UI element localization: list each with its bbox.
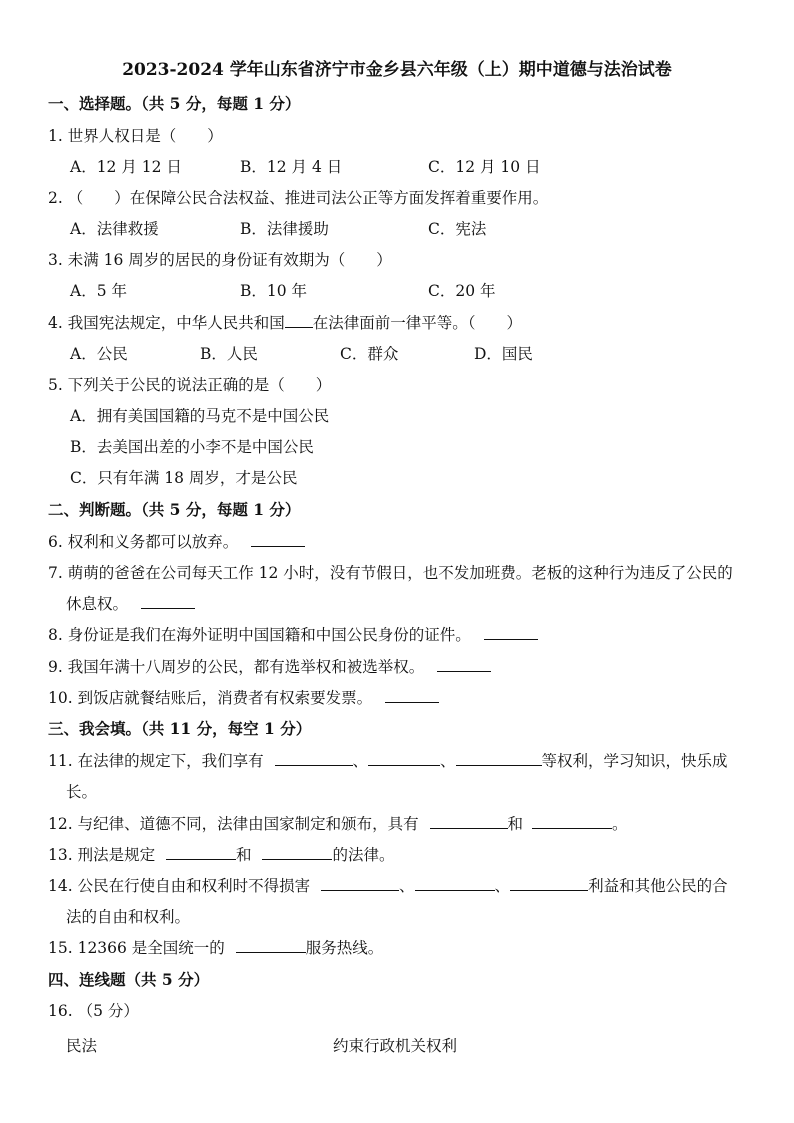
option-a[interactable]: A．拥有美国国籍的马克不是中国公民 <box>70 407 330 425</box>
question-8-text: 8. 身份证是我们在海外证明中国国籍和中国公民身份的证件。 <box>48 626 471 644</box>
section-heading-fill: 三、我会填。（共 11 分，每空 1 分） <box>48 719 312 738</box>
question-4 <box>48 313 522 333</box>
question-16: 16. （5 分） <box>48 1002 139 1020</box>
answer-blank[interactable] <box>430 814 508 829</box>
question-9 <box>48 657 491 677</box>
question-12 <box>48 814 628 834</box>
question-11-line-2: 长。 <box>66 783 98 801</box>
question-7-line-2 <box>66 594 195 614</box>
match-left-item[interactable]: 民法 <box>66 1037 98 1055</box>
option-a[interactable]: A．12 月 12 日 <box>70 158 182 176</box>
option-c[interactable]: C．宪法 <box>428 220 487 238</box>
question-10-text: 10. 到饭店就餐结账后，消费者有权索要发票。 <box>48 689 373 707</box>
question-7-text: 休息权。 <box>66 595 129 613</box>
option-c[interactable]: C．12 月 10 日 <box>428 158 541 176</box>
question-3: 3. 未满 16 周岁的居民的身份证有效期为（ ） <box>48 251 392 269</box>
answer-blank[interactable] <box>437 657 491 672</box>
question-4-text-pre: 4. 我国宪法规定，中华人民共和国 <box>48 314 285 332</box>
separator: 、 <box>440 752 456 770</box>
answer-blank[interactable] <box>532 814 612 829</box>
question-11-text-pre: 11. 在法律的规定下，我们享有 <box>48 752 264 770</box>
option-b[interactable]: B．法律援助 <box>240 220 329 238</box>
question-8 <box>48 625 538 645</box>
option-a[interactable]: A．5 年 <box>70 282 127 300</box>
question-14-text-post: 利益和其他公民的合 <box>588 877 728 895</box>
answer-blank[interactable] <box>510 876 588 891</box>
section-heading-choice: 一、选择题。（共 5 分，每题 1 分） <box>48 94 301 113</box>
conjunction: 和 <box>236 846 252 864</box>
option-c[interactable]: C．群众 <box>340 345 399 363</box>
match-right-item[interactable]: 约束行政机关权利 <box>333 1037 458 1055</box>
question-15-text-post: 服务热线。 <box>305 939 384 957</box>
separator: 、 <box>494 877 511 895</box>
question-5: 5. 下列关于公民的说法正确的是（ ） <box>48 376 332 394</box>
answer-blank[interactable] <box>484 625 538 640</box>
question-1: 1. 世界人权日是（ ） <box>48 127 223 145</box>
option-b[interactable]: B．人民 <box>200 345 258 363</box>
answer-blank[interactable] <box>415 876 495 891</box>
question-15 <box>48 938 383 958</box>
question-13-text-post: 的法律。 <box>332 846 395 864</box>
option-b[interactable]: B．10 年 <box>240 282 308 300</box>
question-14 <box>48 876 728 896</box>
question-14-text-pre: 14. 公民在行使自由和权利时不得损害 <box>48 877 311 895</box>
question-12-text-post: 。 <box>611 815 628 833</box>
separator: 、 <box>352 752 369 770</box>
answer-blank[interactable] <box>236 938 306 953</box>
answer-blank[interactable] <box>166 845 236 860</box>
section-heading-judge: 二、判断题。（共 5 分，每题 1 分） <box>48 500 301 519</box>
answer-blank[interactable] <box>251 532 305 547</box>
question-4-text-post: 在法律面前一律平等。（ ） <box>312 314 522 332</box>
option-b[interactable]: B．12 月 4 日 <box>240 158 343 176</box>
question-13-text-pre: 13. 刑法是规定 <box>48 846 156 864</box>
question-11-text-post: 等权利，学习知识，快乐成 <box>541 752 728 770</box>
option-c[interactable]: C．只有年满 18 周岁，才是公民 <box>70 469 298 487</box>
question-6-text: 6. 权利和义务都可以放弃。 <box>48 533 239 551</box>
answer-blank[interactable] <box>141 594 195 609</box>
question-13 <box>48 845 394 865</box>
question-7-line-1: 7. 萌萌的爸爸在公司每天工作 12 小时，没有节假日，也不发加班费。老板的这种行为违反了公民的 <box>48 564 733 582</box>
answer-blank[interactable] <box>385 688 439 703</box>
question-9-text: 9. 我国年满十八周岁的公民，都有选举权和被选举权。 <box>48 658 425 676</box>
question-12-text-pre: 12. 与纪律、道德不同，法律由国家制定和颁布，具有 <box>48 815 419 833</box>
question-10 <box>48 688 439 708</box>
option-b[interactable]: B．去美国出差的小李不是中国公民 <box>70 438 314 456</box>
separator: 、 <box>399 877 415 895</box>
option-c[interactable]: C．20 年 <box>428 282 496 300</box>
answer-blank[interactable] <box>285 313 313 328</box>
question-6 <box>48 532 305 552</box>
section-heading-match: 四、连线题（共 5 分） <box>48 970 210 989</box>
conjunction: 和 <box>507 815 524 833</box>
answer-blank[interactable] <box>368 751 440 766</box>
question-14-line-2: 法的自由和权利。 <box>66 908 191 926</box>
question-11 <box>48 751 728 771</box>
answer-blank[interactable] <box>456 751 542 766</box>
answer-blank[interactable] <box>275 751 353 766</box>
option-a[interactable]: A．法律救援 <box>70 220 159 238</box>
question-2: 2. （ ）在保障公民合法权益、推进司法公正等方面发挥着重要作用。 <box>48 189 549 207</box>
option-a[interactable]: A．公民 <box>70 345 128 363</box>
option-d[interactable]: D．国民 <box>474 345 533 363</box>
answer-blank[interactable] <box>262 845 332 860</box>
page-title: 2023-2024 学年山东省济宁市金乡县六年级（上）期中道德与法治试卷 <box>122 60 672 80</box>
answer-blank[interactable] <box>321 876 399 891</box>
question-15-text-pre: 15. 12366 是全国统一的 <box>48 939 225 957</box>
